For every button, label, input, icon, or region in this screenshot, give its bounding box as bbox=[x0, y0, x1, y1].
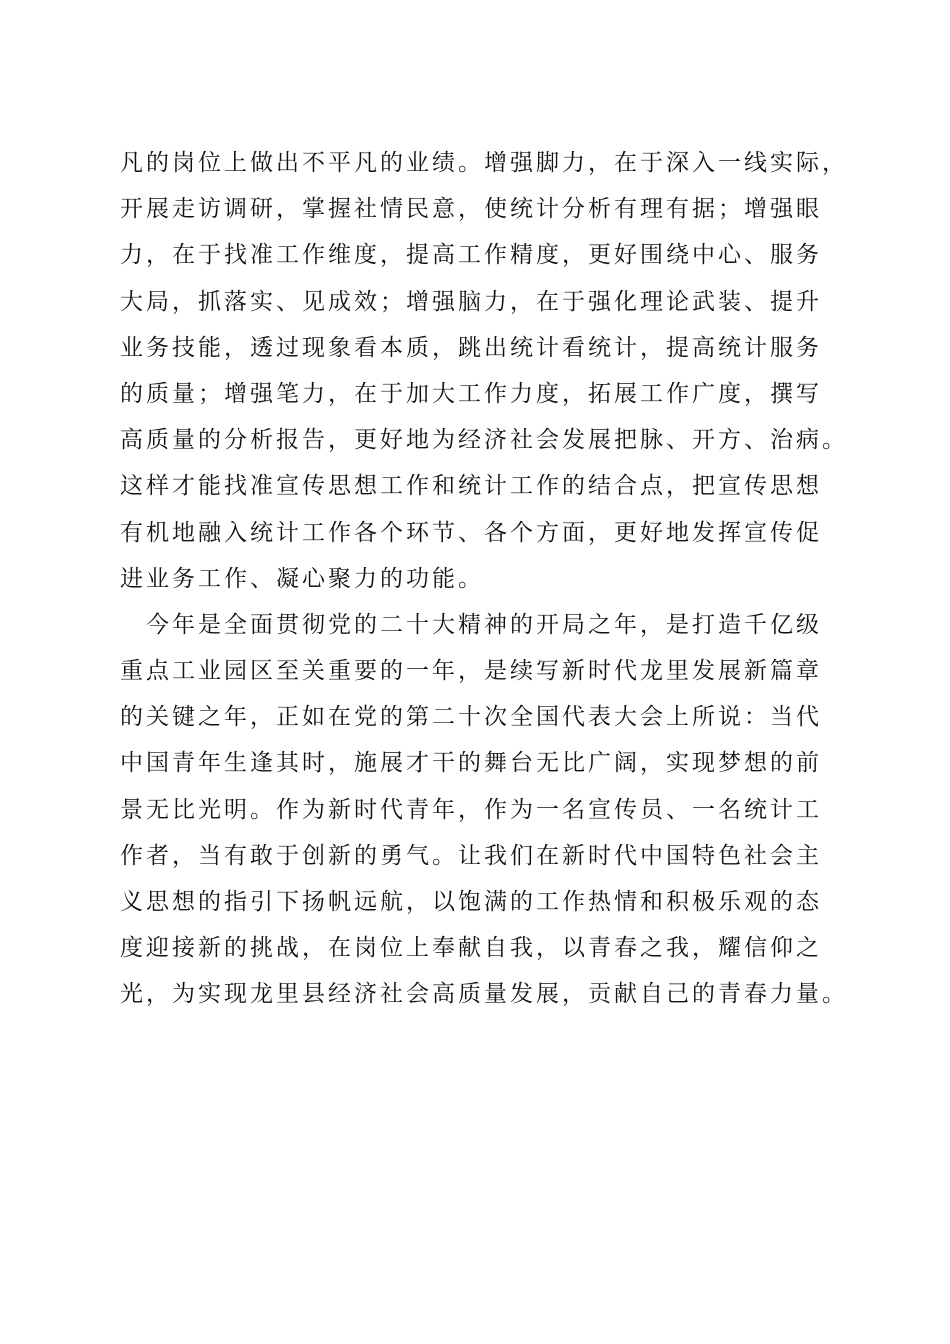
text-line: 进业务工作、凝心聚力的功能。 bbox=[120, 565, 484, 592]
text-line: 光，为实现龙里县经济社会高质量发展，贡献自己的青春力量。 bbox=[120, 981, 848, 1008]
text-line: 力，在于找准工作维度，提高工作精度，更好围绕中心、服务 bbox=[120, 242, 822, 269]
text-line: 有机地融入统计工作各个环节、各个方面，更好地发挥宣传促 bbox=[120, 519, 822, 546]
text-line: 度迎接新的挑战，在岗位上奉献自我，以青春之我，耀信仰之 bbox=[120, 935, 822, 962]
text-line: 重点工业园区至关重要的一年，是续写新时代龙里发展新篇章 bbox=[120, 658, 822, 685]
text-line: 的关键之年，正如在党的第二十次全国代表大会上所说：当代 bbox=[120, 704, 822, 731]
document-body bbox=[120, 140, 848, 1018]
text-line: 开展走访调研，掌握社情民意，使统计分析有理有据；增强眼 bbox=[120, 196, 822, 223]
text-line: 高质量的分析报告，更好地为经济社会发展把脉、开方、治病。 bbox=[120, 427, 848, 454]
paragraph-2 bbox=[120, 602, 848, 1018]
text-line: 业务技能，透过现象看本质，跳出统计看统计，提高统计服务 bbox=[120, 334, 822, 361]
text-line: 景无比光明。作为新时代青年，作为一名宣传员、一名统计工 bbox=[120, 796, 822, 823]
text-line: 中国青年生逢其时，施展才干的舞台无比广阔，实现梦想的前 bbox=[120, 750, 822, 777]
text-line: 这样才能找准宣传思想工作和统计工作的结合点，把宣传思想 bbox=[120, 473, 822, 500]
text-line: 的质量；增强笔力，在于加大工作力度，拓展工作广度，撰写 bbox=[120, 380, 822, 407]
paragraph-1 bbox=[120, 140, 848, 602]
text-line: 作者，当有敢于创新的勇气。让我们在新时代中国特色社会主 bbox=[120, 842, 822, 869]
text-line: 义思想的指引下扬帆远航，以饱满的工作热情和积极乐观的态 bbox=[120, 889, 822, 915]
text-line: 大局，抓落实、见成效；增强脑力，在于强化理论武装、提升 bbox=[120, 288, 822, 315]
text-line: 凡的岗位上做出不平凡的业绩。增强脚力，在于深入一线实际， bbox=[120, 150, 848, 176]
text-line: 今年是全面贯彻党的二十大精神的开局之年，是打造千亿级 bbox=[120, 611, 822, 638]
